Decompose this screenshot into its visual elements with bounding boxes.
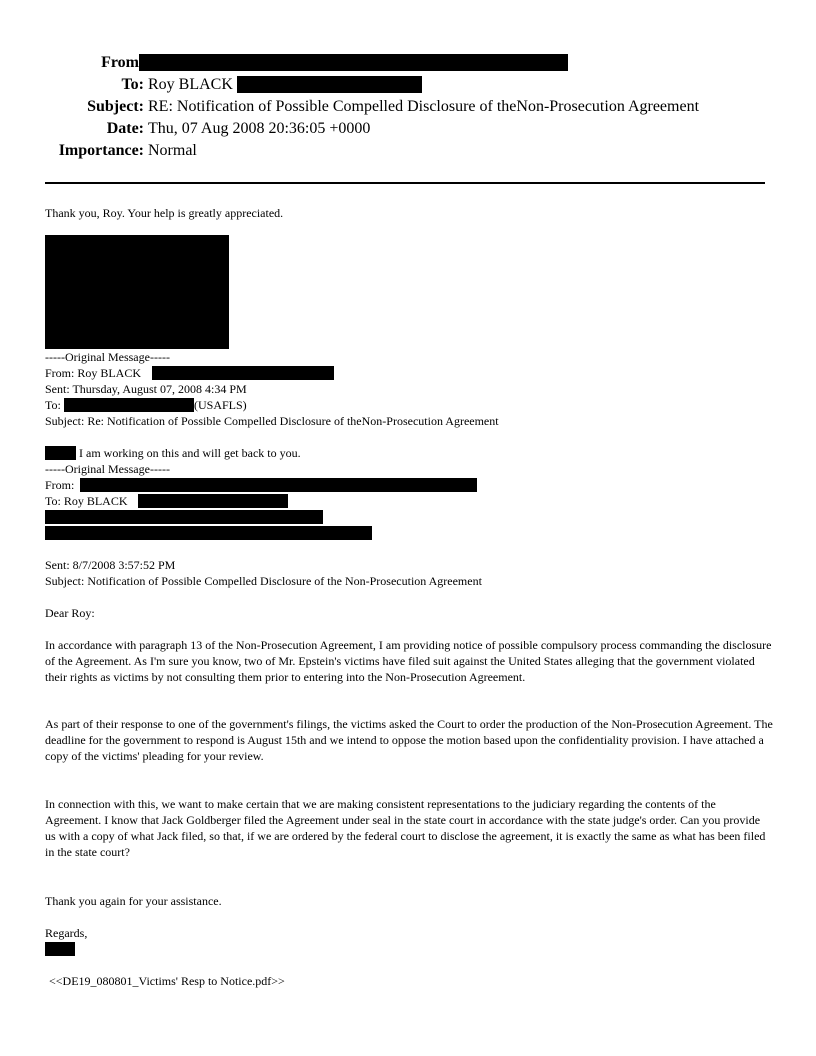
importance-row [0,141,816,161]
greeting: Dear Roy: [45,606,95,620]
original1-to-label: To: [45,398,61,412]
original-message-marker: -----Original Message----- [45,350,170,364]
importance-label: Importance: [58,142,144,159]
redaction-block [45,526,372,540]
to-label: To: [121,76,144,93]
original2-to: To: Roy BLACK [45,494,128,508]
original1-body: I am working on this and will get back to you. [79,446,301,460]
body-paragraph: Thank you again for your assistance. [45,894,222,908]
redaction-block [64,398,194,412]
signature-redaction [45,235,229,349]
subject-row [0,97,816,117]
closing: Regards, [45,926,88,940]
reply-body: Thank you, Roy. Your help is greatly appreciated. [45,206,284,220]
original1-sent: Sent: Thursday, August 07, 2008 4:34 PM [45,382,247,396]
redaction-block [237,76,422,93]
from-label: From [101,54,139,71]
original1-to-suffix: (USAFLS) [194,398,247,412]
date-value: Thu, 07 Aug 2008 20:36:05 +0000 [148,120,371,137]
subject-label: Subject: [87,98,144,115]
attachment-link[interactable]: <<DE19_080801_Victims' Resp to Notice.pdf>> [49,974,285,988]
body-paragraph: In accordance with paragraph 13 of the Non-Prosecution Agreement, I am providing notice of possible compulsory process commanding the disclosure of the Agreement. As I'm sure you know, two of Mr. Epstein's victims have filed suit against the United States alleging that the government violated their rights as victims by not consulting them prior to entering into the Non-Prosecution Agreement. [45,638,772,684]
redaction-block [139,54,568,71]
header-divider [45,182,765,184]
importance-value: Normal [148,142,197,159]
redaction-block [45,446,76,460]
to-value: Roy BLACK [148,76,233,93]
redaction-block [80,478,477,492]
redaction-block [152,366,334,380]
redaction-block [45,942,75,956]
original1-from: From: Roy BLACK [45,366,142,380]
date-row [0,119,816,139]
original2-sent: Sent: 8/7/2008 3:57:52 PM [45,558,176,572]
original2-from: From: [45,478,75,492]
original1-subject: Subject: Re: Notification of Possible Compelled Disclosure of theNon-Prosecution Agreement [45,414,499,428]
date-label: Date: [106,120,144,137]
redaction-block [138,494,288,508]
original2-subject: Subject: Notification of Possible Compelled Disclosure of the Non-Prosecution Agreement [45,574,482,588]
body-paragraph: In connection with this, we want to make certain that we are making consistent representations to the judiciary regarding the contents of the Agreement. I know that Jack Goldberger filed the Agreement under seal in the state court in accordance with the state judge's order. Can you provide us with a copy of what Jack filed, so that, if we are ordered by the federal court to disclose the agreement, it is exactly the same as what has been filed in the state court? [45,797,766,859]
redaction-block [45,510,323,524]
original-message-marker: -----Original Message----- [45,462,170,476]
body-paragraph: As part of their response to one of the government's filings, the victims asked the Court to order the production of the Non-Prosecution Agreement. The deadline for the government to respond is August 15th and we intend to oppose the motion based upon the confidentiality provision. I have attached a copy of the victims' pleading for your review. [45,717,773,763]
subject-value: RE: Notification of Possible Compelled Disclosure of theNon-Prosecution Agreement [148,98,700,115]
